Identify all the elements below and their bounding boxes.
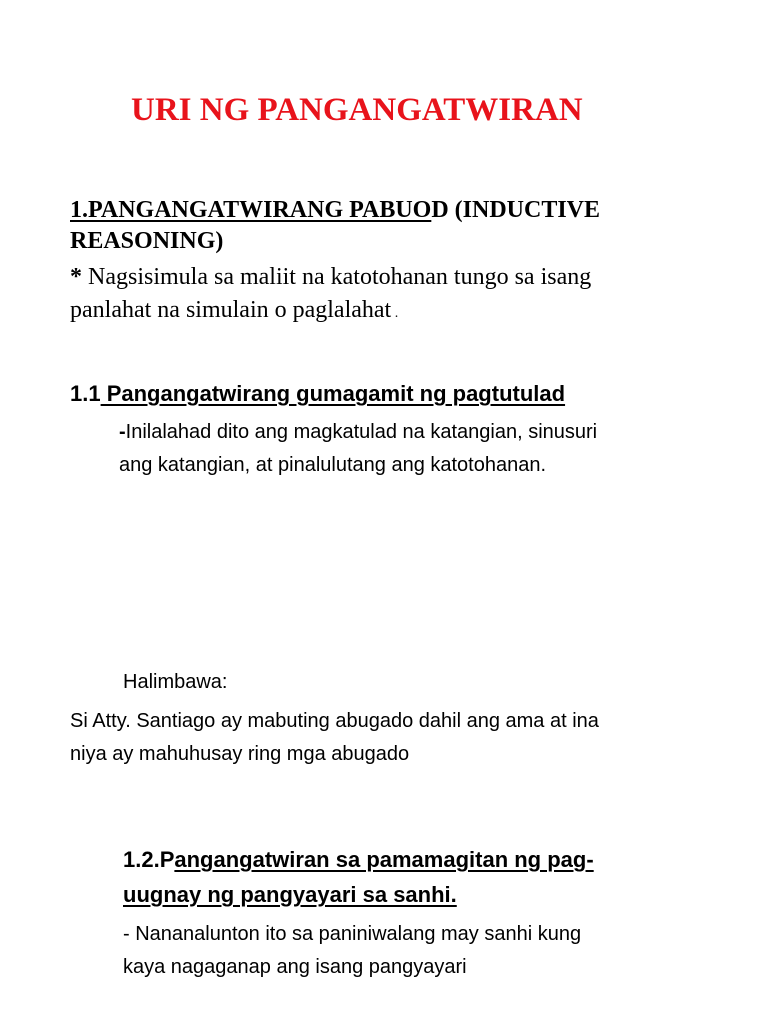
section-1-description-line2 <box>70 294 398 330</box>
section-1-desc-text1: Nagsisimula sa maliit na katotohanan tungo sa isang <box>88 264 592 290</box>
section-1-heading-rest: D (INDUCTIVE <box>431 197 601 223</box>
section-1-description-line1 <box>70 261 591 294</box>
section-1-2-title-line2: uugnay ng pangyayari sa sanhi. <box>123 882 457 907</box>
page-title: URI NG PANGANGATWIRAN <box>131 92 583 128</box>
dash-bullet: - <box>119 421 126 443</box>
section-1-2-number: 1.2.P <box>123 847 175 872</box>
section-1-2-heading <box>123 847 594 873</box>
asterisk-bullet: * <box>70 264 88 290</box>
section-1-2-heading-line2 <box>123 882 457 908</box>
section-1-heading <box>70 197 600 224</box>
example-line2: niya ay mahuhusay ring mga abugado <box>70 743 410 765</box>
example-label: Halimbawa: <box>123 671 228 693</box>
section-1-2-title-line1: angangatwiran sa pamamagitan ng pag- <box>174 847 594 872</box>
section-1-1-description-line1 <box>119 416 597 449</box>
section-1-1-title: Pangangatwirang gumagamit ng pagtutulad <box>100 381 566 406</box>
section-1-1-number: 1.1 <box>70 381 101 406</box>
section-1-heading-line2: REASONING) <box>70 228 224 254</box>
section-1-desc-end: . <box>391 306 399 321</box>
section-1-1-description-line2: ang katangian, at pinalulutang ang katotohanan. <box>119 454 547 476</box>
section-1-2-description-line1: - Nananalunton ito sa paniniwalang may sanhi kung <box>123 923 582 945</box>
section-1-desc-text2: panlahat na simulain o paglalahat <box>70 297 392 323</box>
section-1-1-heading <box>70 381 565 407</box>
section-1-2-description-line2: kaya nagaganap ang isang pangyayari <box>123 956 467 978</box>
example-line1: Si Atty. Santiago ay mabuting abugado dahil ang ama at ina <box>70 710 599 732</box>
section-1-1-desc-text1: Inilalahad dito ang magkatulad na katangian, sinusuri <box>125 421 598 443</box>
section-1-heading-underlined: 1.PANGANGATWIRANG PABUO <box>70 197 432 223</box>
